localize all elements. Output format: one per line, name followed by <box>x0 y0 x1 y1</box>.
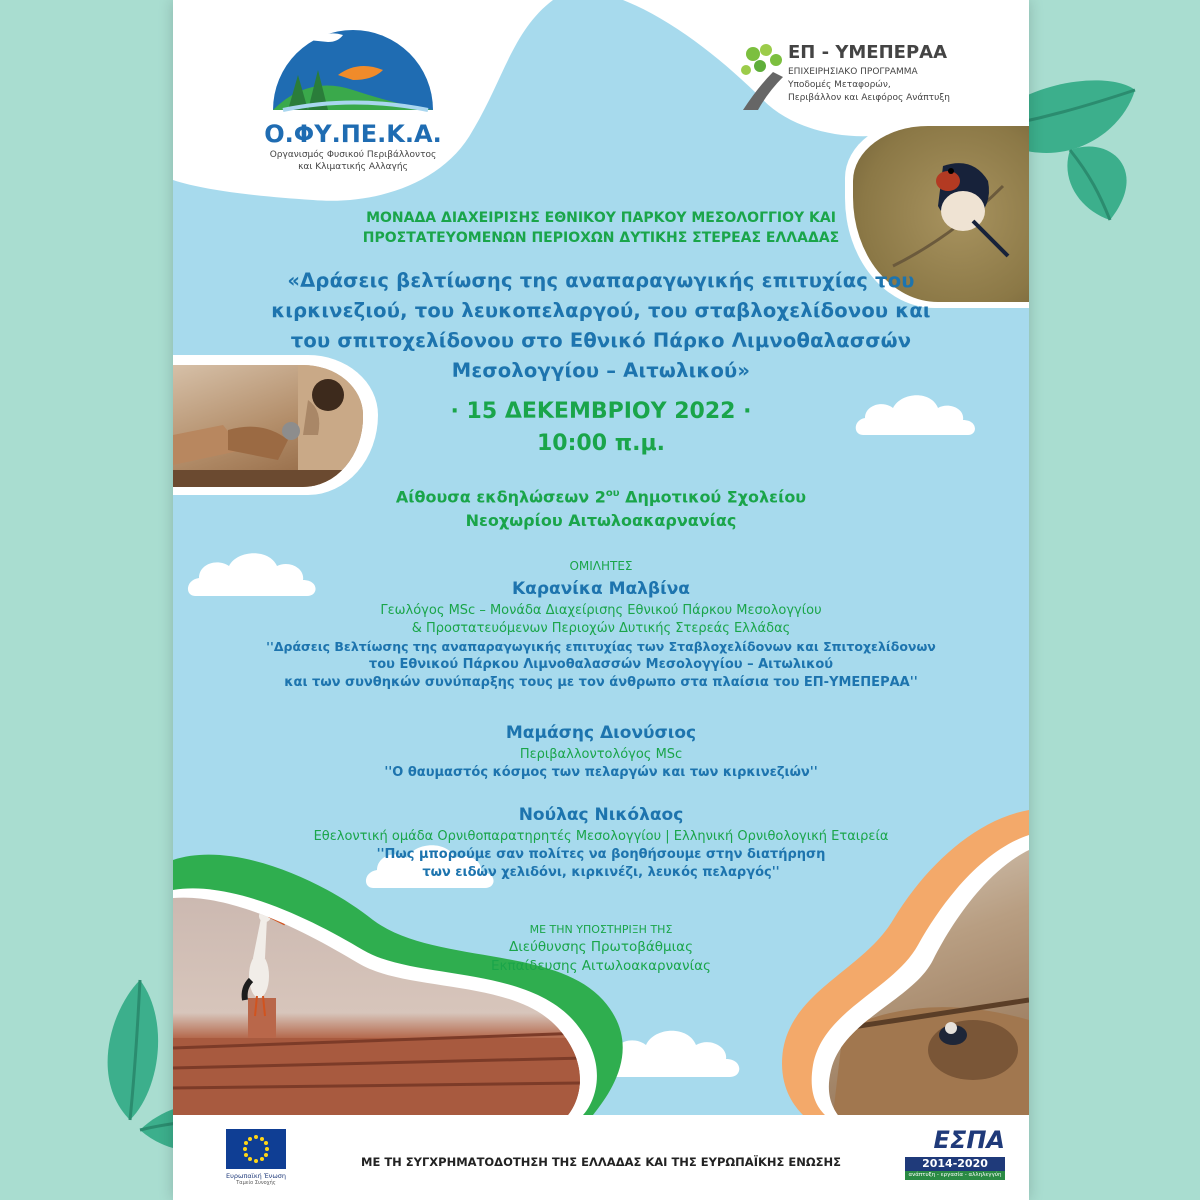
footer <box>173 1115 1029 1200</box>
speaker-talk-line1: ''Ο θαυμαστός κόσμος των πελαργών και των κιρκινεζιών'' <box>384 765 818 780</box>
event-title-line1: «Δράσεις βελτίωσης της αναπαραγωγικής επιτυχίας του <box>287 269 915 292</box>
speaker-1 <box>173 576 1029 692</box>
ofypeka-subtitle-line2: και Κλιματικής Αλλαγής <box>298 162 408 172</box>
speaker-role-line1: Εθελοντική ομάδα Ορνιθοπαρατηρητές Μεσολογγίου | Ελληνική Ορνιθολογική Εταιρεία <box>313 829 889 844</box>
speaker-role-line1: Γεωλόγος MSc – Μονάδα Διαχείρισης Εθνικού Πάρκου Μεσολογγίου <box>380 603 822 618</box>
venue-superscript: ου <box>605 488 620 499</box>
event-venue <box>173 482 1029 533</box>
ymeperaa-logo <box>738 42 998 122</box>
organizer <box>173 208 1029 248</box>
ofypeka-emblem <box>268 20 438 115</box>
support-label: ΜΕ ΤΗΝ ΥΠΟΣΤΗΡΙΞΗ ΤΗΣ <box>529 923 673 936</box>
event-title <box>173 266 1029 386</box>
ymeperaa-line3: Περιβάλλον και Αειφόρος Ανάπτυξη <box>788 93 951 103</box>
speaker-talk-line1: ''Πως μπορούμε σαν πολίτες να βοηθήσουμε στην διατήρηση <box>376 847 826 862</box>
organizer-line1: ΜΟΝΑΔΑ ΔΙΑΧΕΙΡΙΣΗΣ ΕΘΝΙΚΟΥ ΠΑΡΚΟΥ ΜΕΣΟΛΟΓΓΙΟΥ ΚΑΙ <box>366 210 836 226</box>
funding-statement: ΜΕ ΤΗ ΣΥΓΧΡΗΜΑΤΟΔΟΤΗΣΗ ΤΗΣ ΕΛΛΑΔΑΣ ΚΑΙ ΤΗΣ ΕΥΡΩΠΑΪΚΗΣ ΕΝΩΣΗΣ <box>361 1155 841 1169</box>
venue-line2: Νεοχωρίου Αιτωλοακαρνανίας <box>465 511 737 531</box>
organizer-line2: ΠΡΟΣΤΑΤΕΥΟΜΕΝΩΝ ΠΕΡΙΟΧΩΝ ΔΥΤΙΚΗΣ ΣΤΕΡΕΑΣ ΕΛΛΑΔΑΣ <box>362 230 840 246</box>
espa-name: ΕΣΠΑ <box>933 1126 1005 1154</box>
speakers-label: ΟΜΙΛΗΤΕΣ <box>569 559 633 573</box>
eu-sublabel: Ταμείο Συνοχής <box>236 1180 276 1186</box>
speaker-talk-line2: των ειδών χελιδόνι, κιρκινέζι, λευκός πελαργός'' <box>422 865 780 880</box>
eu-label: Ευρωπαϊκή Ένωση <box>225 1172 286 1180</box>
speaker-role-line2: & Προστατευόμενων Περιοχών Δυτικής Στερεάς Ελλάδας <box>411 621 791 636</box>
event-title-line2: κιρκινεζιού, του λευκοπελαργού, του σταβλοχελίδονου και <box>271 299 931 322</box>
speaker-name: Μαμάσης Διονύσιος <box>505 723 697 743</box>
event-title-line4: Μεσολογγίου – Αιτωλικού» <box>451 359 751 382</box>
espa-logo <box>905 1127 1005 1180</box>
event-title-line3: του σπιτοχελίδονου στο Εθνικό Πάρκο Λιμνοθαλασσών <box>290 329 912 352</box>
venue-line1-pre: Αίθουσα εκδηλώσεων 2 <box>395 487 606 507</box>
venue-line1-post: Δημοτικού Σχολείου <box>619 487 807 507</box>
event-poster <box>173 0 1029 1200</box>
ymeperaa-line1: ΕΠΙΧΕΙΡΗΣΙΑΚΟ ΠΡΟΓΡΑΜΜΑ <box>788 67 918 77</box>
ofypeka-subtitle-line1: Οργανισμός Φυσικού Περιβάλλοντος <box>269 150 437 160</box>
ymeperaa-name: ΕΠ - ΥΜΕΠΕΡΑΑ <box>788 42 948 63</box>
event-time: 10:00 π.μ. <box>537 431 665 456</box>
speaker-2 <box>173 720 1029 782</box>
speaker-talk-line2: του Εθνικού Πάρκου Λιμνοθαλασσών Μεσολογγίου – Αιτωλικού <box>368 657 834 672</box>
speaker-name: Νούλας Νικόλαος <box>518 805 684 825</box>
speaker-role-line1: Περιβαλλοντολόγος MSc <box>519 747 683 762</box>
ymeperaa-line2: Υποδομές Μεταφορών, <box>788 80 891 90</box>
support-line1: Διεύθυνσης Πρωτοβάθμιας <box>508 939 694 955</box>
event-date: · 15 ΔΕΚΕΜΒΡΙΟΥ 2022 · <box>450 399 752 424</box>
support-section <box>173 922 1029 976</box>
speaker-talk-line3: και των συνθηκών συνύπαρξης τους με τον άνθρωπο στα πλαίσια του ΕΠ-ΥΜΕΠΕΡΑΑ'' <box>284 675 918 690</box>
espa-years: 2014-2020 <box>905 1157 1005 1171</box>
venue-line1 <box>173 482 1029 509</box>
speaker-3 <box>173 802 1029 882</box>
event-datetime <box>173 396 1029 460</box>
speaker-name: Καρανίκα Μαλβίνα <box>512 579 690 599</box>
support-line2: Εκπαίδευσης Αιτωλοακαρνανίας <box>491 958 711 974</box>
espa-tagline: ανάπτυξη - εργασία - αλληλεγγύη <box>905 1171 1005 1180</box>
ymeperaa-emblem <box>738 42 788 112</box>
ofypeka-logo <box>253 20 453 180</box>
speaker-talk-line1: ''Δράσεις Βελτίωσης της αναπαραγωγικής επιτυχίας των Σταβλοχελίδονων και Σπιτοχελίδονων <box>266 639 936 654</box>
ofypeka-name: Ο.ΦΥ.ΠΕ.Κ.Α. <box>264 120 442 148</box>
